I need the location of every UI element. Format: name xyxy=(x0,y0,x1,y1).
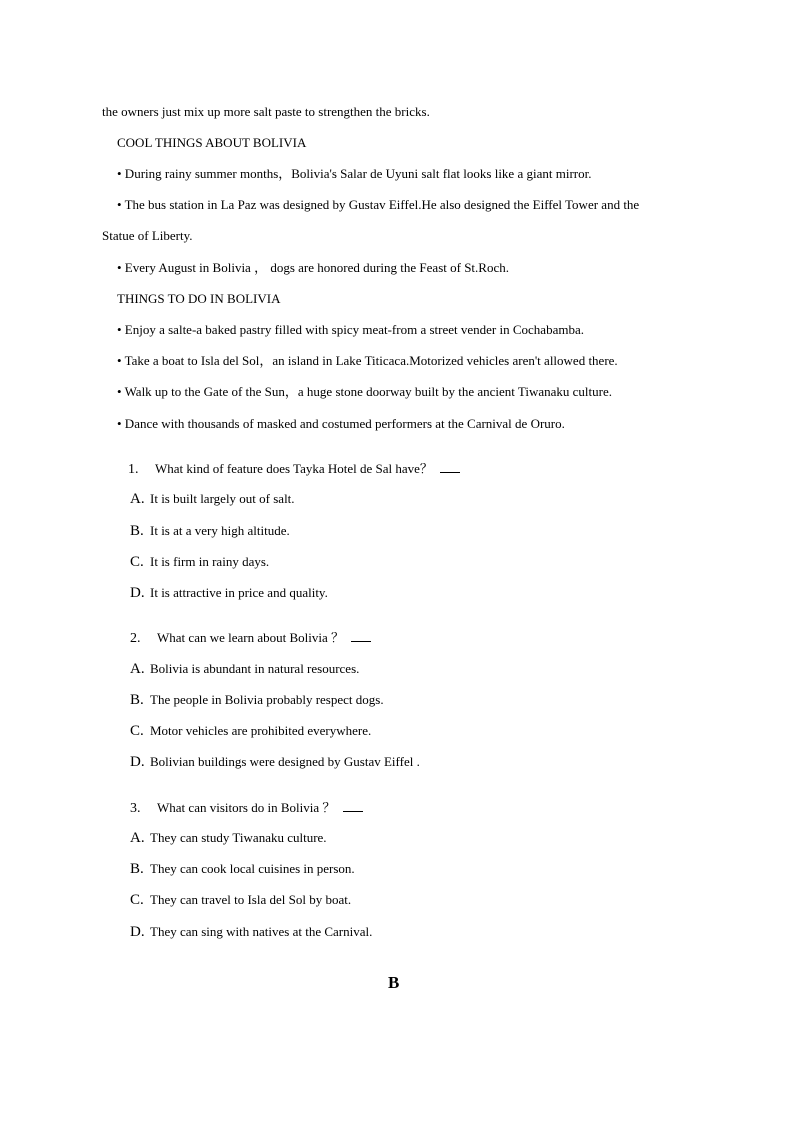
option-text: The people in Bolivia probably respect dogs. xyxy=(150,692,384,707)
cool-things-heading: COOL THINGS ABOUT BOLIVIA xyxy=(117,135,307,150)
option-text: It is attractive in price and quality. xyxy=(150,585,328,600)
option-text: It is built largely out of salt. xyxy=(150,491,295,506)
question-number: 2. xyxy=(130,631,141,646)
cool-item-continuation: Statue of Liberty. xyxy=(102,228,193,243)
things-item: • Enjoy a salte-a baked pastry filled with spicy meat-from a street vender in Cochabamba. xyxy=(117,322,584,337)
question-text: What can visitors do in Bolivia ？ xyxy=(157,800,336,815)
option-d xyxy=(130,585,328,601)
question-number: 3. xyxy=(130,801,141,816)
option-c xyxy=(130,723,371,739)
question-text: What can we learn about Bolivia ？ xyxy=(157,630,345,645)
option-letter: B. xyxy=(130,861,144,877)
passage-continuation: the owners just mix up more salt paste to strengthen the bricks. xyxy=(102,104,430,119)
option-letter: A. xyxy=(130,491,145,507)
option-text: They can sing with natives at the Carnival. xyxy=(150,924,373,939)
option-a xyxy=(130,830,327,846)
option-text: Bolivia is abundant in natural resources. xyxy=(150,661,360,676)
option-letter: A. xyxy=(130,661,145,677)
option-text: They can cook local cuisines in person. xyxy=(150,861,355,876)
option-letter: D. xyxy=(130,924,145,940)
option-text: It is firm in rainy days. xyxy=(150,554,270,569)
option-a xyxy=(130,491,295,507)
section-label: B xyxy=(388,973,400,992)
cool-item: • The bus station in La Paz was designed by Gustav Eiffel.He also designed the Eiffel Tower and the xyxy=(117,197,640,212)
option-letter: C. xyxy=(130,892,144,908)
option-d xyxy=(130,754,420,770)
option-letter: B. xyxy=(130,692,144,708)
option-text: Bolivian buildings were designed by Gustav Eiffel . xyxy=(150,754,420,769)
things-item: • Dance with thousands of masked and costumed performers at the Carnival de Oruro. xyxy=(117,416,565,431)
answer-blank xyxy=(351,629,371,642)
things-item: • Walk up to the Gate of the Sun，a huge stone doorway built by the ancient Tiwanaku culture. xyxy=(117,384,613,399)
option-text: They can study Tiwanaku culture. xyxy=(150,830,327,845)
things-item: • Take a boat to Isla del Sol，an island in Lake Titicaca.Motorized vehicles aren't allowed there. xyxy=(117,353,618,368)
answer-blank xyxy=(440,460,460,473)
option-letter: B. xyxy=(130,523,144,539)
option-text: It is at a very high altitude. xyxy=(150,523,290,538)
option-b xyxy=(130,523,290,539)
option-letter: C. xyxy=(130,554,144,570)
question-number: 1. xyxy=(128,462,139,477)
option-letter: D. xyxy=(130,585,145,601)
option-c xyxy=(130,554,269,570)
answer-blank xyxy=(343,799,363,812)
question-1 xyxy=(128,460,460,478)
question-text: What kind of feature does Tayka Hotel de Sal have？ xyxy=(155,461,433,476)
option-text: Motor vehicles are prohibited everywhere. xyxy=(150,723,372,738)
cool-item: • Every August in Bolivia ， dogs are honored during the Feast of St.Roch. xyxy=(117,260,509,275)
option-letter: C. xyxy=(130,723,144,739)
question-3 xyxy=(130,799,363,817)
option-b xyxy=(130,692,384,708)
option-letter: D. xyxy=(130,754,145,770)
option-b xyxy=(130,861,355,877)
question-2 xyxy=(130,629,371,647)
option-letter: A. xyxy=(130,830,145,846)
option-c xyxy=(130,892,351,908)
cool-item: • During rainy summer months，Bolivia's Salar de Uyuni salt flat looks like a giant mirror. xyxy=(117,166,592,181)
option-a xyxy=(130,661,359,677)
option-d xyxy=(130,924,372,940)
things-to-do-heading: THINGS TO DO IN BOLIVIA xyxy=(117,291,281,306)
option-text: They can travel to Isla del Sol by boat. xyxy=(150,892,352,907)
